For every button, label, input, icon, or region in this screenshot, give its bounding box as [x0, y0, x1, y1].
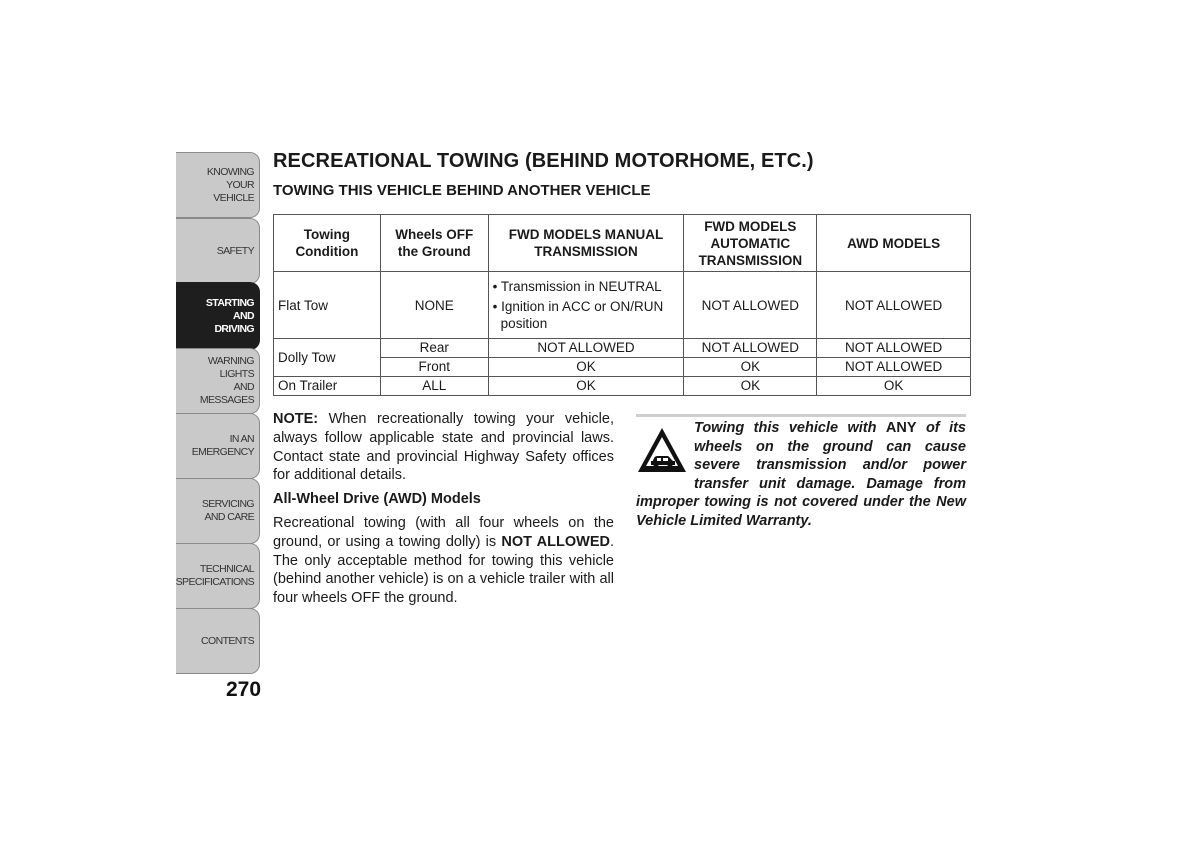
table-cell: Rear: [380, 339, 488, 358]
table-header-row: [274, 215, 971, 272]
tab-servicing-and-care[interactable]: SERVICING AND CARE: [176, 478, 260, 544]
table-cell: OK: [684, 358, 817, 377]
table-header: Wheels OFF the Ground: [380, 215, 488, 272]
awd-text: Recreational towing (with all four wheels on the ground, or using a towing dolly) is: [273, 514, 614, 550]
table-cell: NOT ALLOWED: [817, 339, 971, 358]
awd-emphasis: NOT ALLOWED: [501, 533, 610, 550]
table-cell: Flat Tow: [274, 272, 381, 339]
note-label: NOTE:: [273, 411, 319, 427]
page-number: 270: [226, 678, 262, 701]
tab-contents[interactable]: CONTENTS: [176, 608, 260, 674]
table-cell: NOT ALLOWED: [817, 358, 971, 377]
table-row: [274, 339, 971, 358]
table-header: Towing Condition: [274, 215, 381, 272]
section-subtitle: TOWING THIS VEHICLE BEHIND ANOTHER VEHICLE: [273, 182, 651, 199]
table-cell: [488, 272, 684, 339]
table-cell: NOT ALLOWED: [488, 339, 684, 358]
table-header: AWD MODELS: [817, 215, 971, 272]
table-cell: NOT ALLOWED: [684, 339, 817, 358]
table-cell: NOT ALLOWED: [817, 272, 971, 339]
table-row: [274, 377, 971, 396]
tab-knowing-your-vehicle[interactable]: KNOWING YOUR VEHICLE: [176, 152, 260, 218]
table-cell: OK: [488, 377, 684, 396]
warning-emphasis: ANY: [885, 420, 917, 436]
table-header: FWD MODELS AUTOMATIC TRANSMISSION: [684, 215, 817, 272]
table-cell: OK: [488, 358, 684, 377]
page-title: RECREATIONAL TOWING (BEHIND MOTORHOME, ETC.): [273, 150, 814, 172]
table-cell: Front: [380, 358, 488, 377]
awd-text: . The only acceptable method for towing this vehicle (behind another vehicle) is on a vehicle trailer with all four wheels OFF the ground.: [273, 533, 614, 607]
table-cell: OK: [684, 377, 817, 396]
table-cell: On Trailer: [274, 377, 381, 396]
bullet-item: • Ignition in ACC or ON/RUN position: [492, 299, 664, 331]
warning-text: Towing this vehicle with: [694, 420, 886, 436]
note-paragraph: [273, 410, 614, 485]
tab-warning-lights[interactable]: WARNING LIGHTS AND MESSAGES: [176, 348, 260, 414]
table-row: [274, 272, 971, 339]
bullet-item: • Transmission in NEUTRAL: [492, 279, 662, 294]
table-cell: NOT ALLOWED: [684, 272, 817, 339]
towing-table: [273, 214, 971, 396]
table-cell: ALL: [380, 377, 488, 396]
table-cell: Dolly Tow: [274, 339, 381, 377]
left-column: [273, 410, 614, 608]
warning-text: of its wheels on the ground can cause severe transmission and/or power transfer unit damage. Damage from improper towing is not covered under the New Vehicle Limited Warranty.: [636, 420, 966, 529]
warning-car-icon: [636, 425, 688, 475]
warning-box: [636, 414, 966, 531]
tab-starting-and-driving[interactable]: STARTING AND DRIVING: [176, 282, 260, 350]
table-cell: OK: [817, 377, 971, 396]
awd-paragraph: [273, 514, 614, 608]
table-header: FWD MODELS MANUAL TRANSMISSION: [488, 215, 684, 272]
awd-heading: All-Wheel Drive (AWD) Models: [273, 491, 481, 508]
note-text: When recreationally towing your vehicle, always follow applicable state and provincial laws. Contact state and provincial Highway Safety offices for additional details.: [273, 411, 614, 484]
tab-safety[interactable]: SAFETY: [176, 218, 260, 284]
tab-in-an-emergency[interactable]: IN AN EMERGENCY: [176, 413, 260, 479]
tab-technical-specifications[interactable]: TECHNICAL SPECIFICATIONS: [176, 543, 260, 609]
table-cell: NONE: [380, 272, 488, 339]
